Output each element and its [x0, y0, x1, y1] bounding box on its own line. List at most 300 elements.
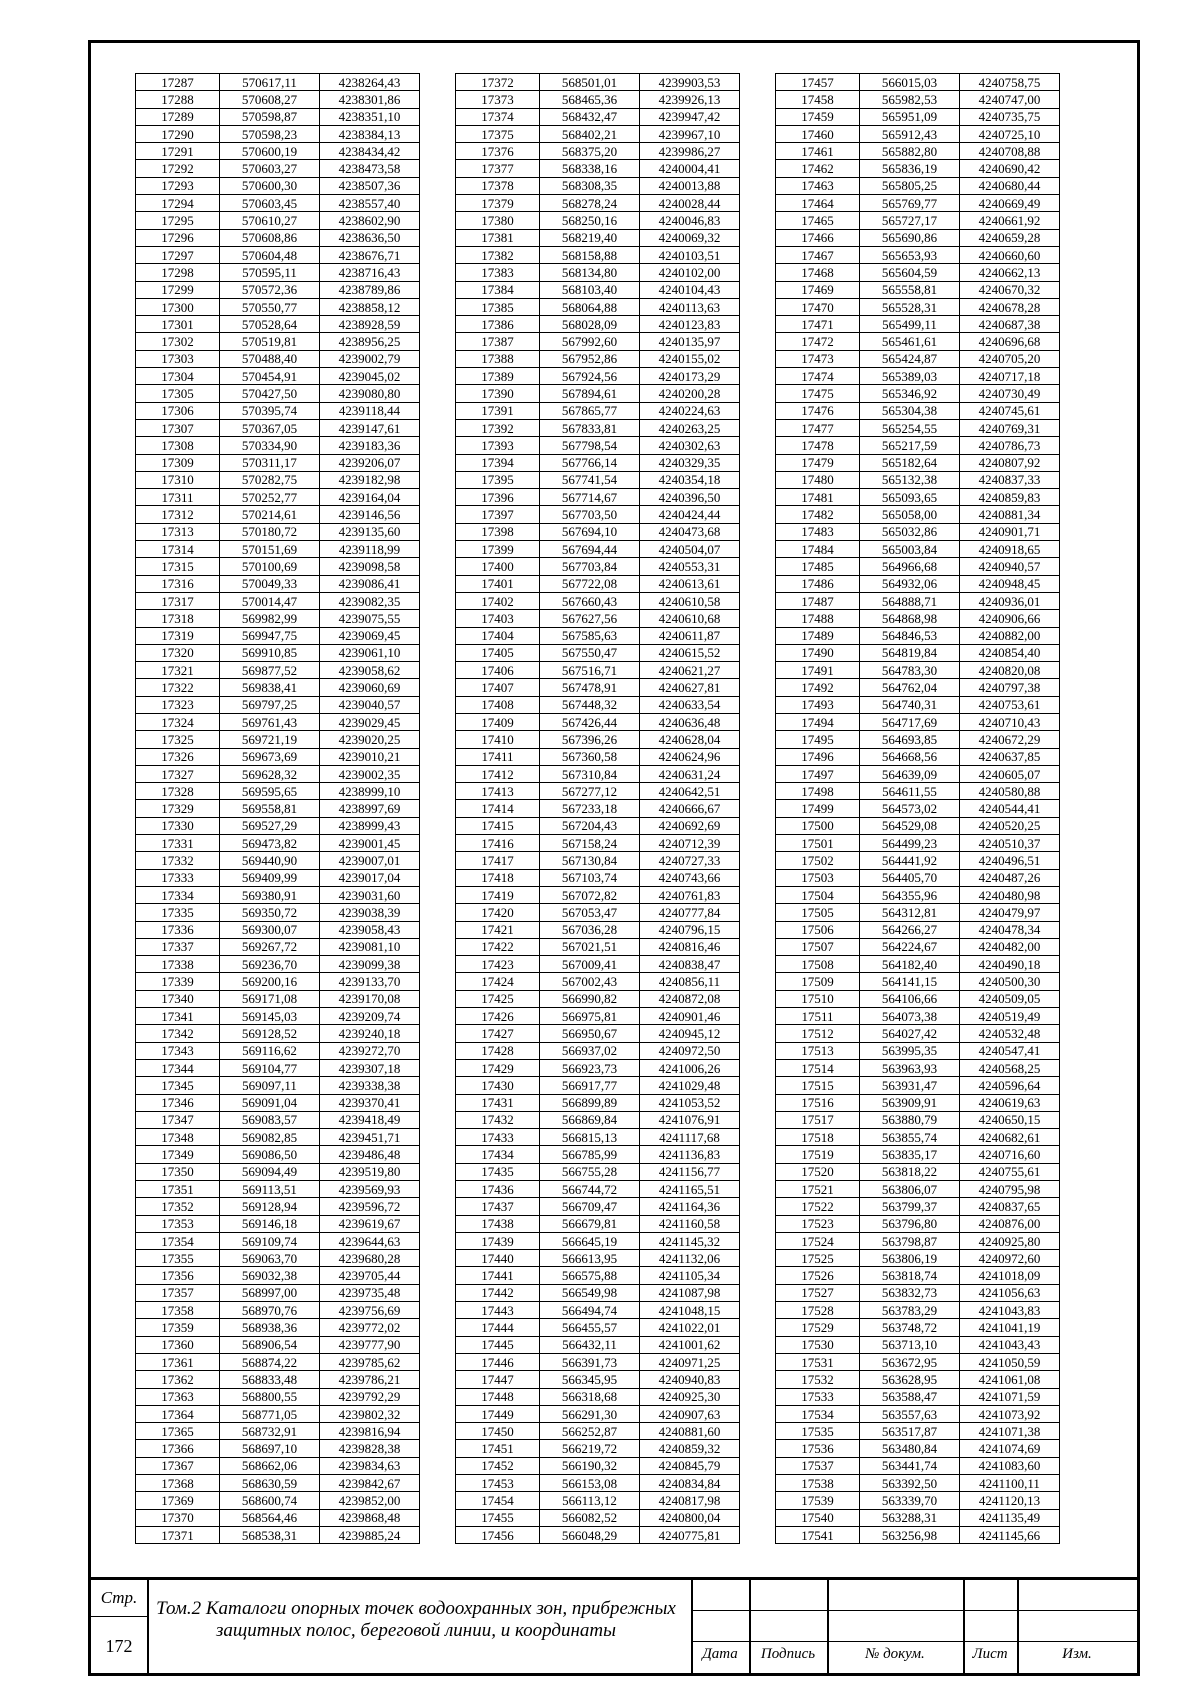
- x-coordinate: 570252,77: [220, 489, 320, 506]
- y-coordinate: 4239272,70: [320, 1042, 420, 1059]
- table-row: [776, 662, 1060, 679]
- y-coordinate: 4239885,24: [320, 1526, 420, 1543]
- table-row: [776, 1440, 1060, 1457]
- point-number: 17486: [776, 575, 860, 592]
- x-coordinate: 563798,87: [860, 1232, 960, 1249]
- y-coordinate: 4239075,55: [320, 610, 420, 627]
- point-number: 17459: [776, 108, 860, 125]
- x-coordinate: 566113,12: [540, 1492, 640, 1509]
- y-coordinate: 4241056,63: [960, 1284, 1060, 1301]
- y-coordinate: 4240678,28: [960, 298, 1060, 315]
- point-number: 17361: [136, 1353, 220, 1370]
- y-coordinate: 4240945,12: [640, 1025, 740, 1042]
- table-row: [456, 1129, 740, 1146]
- point-number: 17474: [776, 368, 860, 385]
- table-row: [456, 1181, 740, 1198]
- y-coordinate: 4241073,92: [960, 1405, 1060, 1422]
- x-coordinate: 569947,75: [220, 627, 320, 644]
- point-number: 17477: [776, 419, 860, 436]
- x-coordinate: 565558,81: [860, 281, 960, 298]
- point-number: 17329: [136, 800, 220, 817]
- x-coordinate: 567448,32: [540, 696, 640, 713]
- x-coordinate: 566455,57: [540, 1319, 640, 1336]
- y-coordinate: 4240627,81: [640, 679, 740, 696]
- x-coordinate: 563557,63: [860, 1405, 960, 1422]
- point-number: 17366: [136, 1440, 220, 1457]
- table-row: [136, 523, 420, 540]
- point-number: 17315: [136, 558, 220, 575]
- table-row: [136, 1353, 420, 1370]
- point-number: 17540: [776, 1509, 860, 1526]
- table-row: [456, 956, 740, 973]
- x-coordinate: 569558,81: [220, 800, 320, 817]
- point-number: 17359: [136, 1319, 220, 1336]
- table-row: [776, 489, 1060, 506]
- x-coordinate: 570600,30: [220, 177, 320, 194]
- x-coordinate: 569673,69: [220, 748, 320, 765]
- point-number: 17426: [456, 1008, 540, 1025]
- x-coordinate: 568938,36: [220, 1319, 320, 1336]
- y-coordinate: 4241053,52: [640, 1094, 740, 1111]
- point-number: 17511: [776, 1008, 860, 1025]
- y-coordinate: 4240882,00: [960, 627, 1060, 644]
- table-row: [136, 1042, 420, 1059]
- table-row: [136, 350, 420, 367]
- x-coordinate: 565882,80: [860, 143, 960, 160]
- point-number: 17336: [136, 921, 220, 938]
- point-number: 17326: [136, 748, 220, 765]
- x-coordinate: 567703,50: [540, 506, 640, 523]
- x-coordinate: 570617,11: [220, 74, 320, 91]
- y-coordinate: 4240710,43: [960, 713, 1060, 730]
- table-row: [456, 990, 740, 1007]
- table-row: [136, 1388, 420, 1405]
- y-coordinate: 4239001,45: [320, 835, 420, 852]
- x-coordinate: 568338,16: [540, 160, 640, 177]
- y-coordinate: 4239777,90: [320, 1336, 420, 1353]
- y-coordinate: 4240329,35: [640, 454, 740, 471]
- y-coordinate: 4240972,50: [640, 1042, 740, 1059]
- y-coordinate: 4240650,15: [960, 1111, 1060, 1128]
- y-coordinate: 4240735,75: [960, 108, 1060, 125]
- table-row: [136, 1405, 420, 1422]
- x-coordinate: 570598,23: [220, 125, 320, 142]
- y-coordinate: 4239792,29: [320, 1388, 420, 1405]
- table-row: [456, 1336, 740, 1353]
- table-row: [456, 1509, 740, 1526]
- table-row: [136, 852, 420, 869]
- y-coordinate: 4240509,05: [960, 990, 1060, 1007]
- x-coordinate: 568538,31: [220, 1526, 320, 1543]
- coordinate-table-3: [775, 73, 1060, 1544]
- point-number: 17429: [456, 1059, 540, 1076]
- x-coordinate: 564932,06: [860, 575, 960, 592]
- point-number: 17454: [456, 1492, 540, 1509]
- y-coordinate: 4241145,32: [640, 1232, 740, 1249]
- table-row: [136, 800, 420, 817]
- table-row: [776, 350, 1060, 367]
- point-number: 17407: [456, 679, 540, 696]
- table-row: [776, 1302, 1060, 1319]
- point-number: 17289: [136, 108, 220, 125]
- point-number: 17532: [776, 1371, 860, 1388]
- x-coordinate: 564783,30: [860, 662, 960, 679]
- table-row: [776, 402, 1060, 419]
- x-coordinate: 570528,64: [220, 316, 320, 333]
- x-coordinate: 567952,86: [540, 350, 640, 367]
- x-coordinate: 570151,69: [220, 541, 320, 558]
- x-coordinate: 566937,02: [540, 1042, 640, 1059]
- table-row: [136, 1198, 420, 1215]
- x-coordinate: 568278,24: [540, 195, 640, 212]
- point-number: 17313: [136, 523, 220, 540]
- table-row: [456, 246, 740, 263]
- y-coordinate: 4240424,44: [640, 506, 740, 523]
- table-row: [776, 1492, 1060, 1509]
- point-number: 17434: [456, 1146, 540, 1163]
- table-row: [456, 696, 740, 713]
- point-number: 17291: [136, 143, 220, 160]
- y-coordinate: 4240104,43: [640, 281, 740, 298]
- point-number: 17394: [456, 454, 540, 471]
- x-coordinate: 563339,70: [860, 1492, 960, 1509]
- x-coordinate: 568402,21: [540, 125, 640, 142]
- table-row: [776, 1336, 1060, 1353]
- y-coordinate: 4240628,04: [640, 731, 740, 748]
- x-coordinate: 566549,98: [540, 1284, 640, 1301]
- table-row: [456, 1284, 740, 1301]
- point-number: 17444: [456, 1319, 540, 1336]
- y-coordinate: 4240224,63: [640, 402, 740, 419]
- y-coordinate: 4240907,63: [640, 1405, 740, 1422]
- y-coordinate: 4240046,83: [640, 212, 740, 229]
- table-row: [776, 1129, 1060, 1146]
- x-coordinate: 569104,77: [220, 1059, 320, 1076]
- table-row: [776, 1423, 1060, 1440]
- table-row: [776, 973, 1060, 990]
- y-coordinate: 4240925,30: [640, 1388, 740, 1405]
- table-row: [776, 800, 1060, 817]
- table-row: [776, 1457, 1060, 1474]
- y-coordinate: 4239852,00: [320, 1492, 420, 1509]
- point-number: 17467: [776, 246, 860, 263]
- point-number: 17514: [776, 1059, 860, 1076]
- point-number: 17526: [776, 1267, 860, 1284]
- x-coordinate: 567627,56: [540, 610, 640, 627]
- y-coordinate: 4240747,00: [960, 91, 1060, 108]
- y-coordinate: 4240730,49: [960, 385, 1060, 402]
- table-row: [136, 229, 420, 246]
- x-coordinate: 568600,74: [220, 1492, 320, 1509]
- x-coordinate: 566613,95: [540, 1250, 640, 1267]
- table-row: [776, 904, 1060, 921]
- point-number: 17335: [136, 904, 220, 921]
- point-number: 17450: [456, 1423, 540, 1440]
- y-coordinate: 4238789,86: [320, 281, 420, 298]
- table-row: [456, 662, 740, 679]
- point-number: 17475: [776, 385, 860, 402]
- x-coordinate: 569595,65: [220, 783, 320, 800]
- x-coordinate: 569094,49: [220, 1163, 320, 1180]
- y-coordinate: 4241071,38: [960, 1423, 1060, 1440]
- point-number: 17527: [776, 1284, 860, 1301]
- point-number: 17343: [136, 1042, 220, 1059]
- table-row: [776, 1008, 1060, 1025]
- point-number: 17406: [456, 662, 540, 679]
- table-row: [136, 402, 420, 419]
- point-number: 17409: [456, 713, 540, 730]
- x-coordinate: 569350,72: [220, 904, 320, 921]
- table-row: [456, 852, 740, 869]
- x-coordinate: 566899,89: [540, 1094, 640, 1111]
- y-coordinate: 4240854,40: [960, 644, 1060, 661]
- table-row: [136, 1008, 420, 1025]
- table-row: [136, 886, 420, 903]
- table-row: [136, 990, 420, 1007]
- x-coordinate: 563517,87: [860, 1423, 960, 1440]
- y-coordinate: 4240712,39: [640, 835, 740, 852]
- y-coordinate: 4240940,57: [960, 558, 1060, 575]
- table-row: [776, 1146, 1060, 1163]
- table-row: [136, 1336, 420, 1353]
- table-row: [456, 143, 740, 160]
- point-number: 17395: [456, 471, 540, 488]
- y-coordinate: 4240708,88: [960, 143, 1060, 160]
- x-coordinate: 569063,70: [220, 1250, 320, 1267]
- x-coordinate: 565217,59: [860, 437, 960, 454]
- point-number: 17348: [136, 1129, 220, 1146]
- point-number: 17495: [776, 731, 860, 748]
- point-number: 17372: [456, 74, 540, 91]
- x-coordinate: 569200,16: [220, 973, 320, 990]
- point-number: 17441: [456, 1267, 540, 1284]
- x-coordinate: 565254,55: [860, 419, 960, 436]
- table-row: [136, 835, 420, 852]
- point-number: 17435: [456, 1163, 540, 1180]
- point-number: 17341: [136, 1008, 220, 1025]
- point-number: 17481: [776, 489, 860, 506]
- table-row: [456, 419, 740, 436]
- x-coordinate: 570214,61: [220, 506, 320, 523]
- x-coordinate: 569838,41: [220, 679, 320, 696]
- x-coordinate: 569086,50: [220, 1146, 320, 1163]
- y-coordinate: 4238999,43: [320, 817, 420, 834]
- point-number: 17522: [776, 1198, 860, 1215]
- y-coordinate: 4240807,92: [960, 454, 1060, 471]
- x-coordinate: 567360,58: [540, 748, 640, 765]
- y-coordinate: 4239240,18: [320, 1025, 420, 1042]
- y-coordinate: 4239031,60: [320, 886, 420, 903]
- y-coordinate: 4240906,66: [960, 610, 1060, 627]
- table-row: [776, 437, 1060, 454]
- y-coordinate: 4240662,13: [960, 264, 1060, 281]
- x-coordinate: 567894,61: [540, 385, 640, 402]
- table-row: [456, 921, 740, 938]
- x-coordinate: 568800,55: [220, 1388, 320, 1405]
- table-row: [136, 748, 420, 765]
- point-number: 17415: [456, 817, 540, 834]
- point-number: 17322: [136, 679, 220, 696]
- table-row: [136, 437, 420, 454]
- y-coordinate: 4239307,18: [320, 1059, 420, 1076]
- x-coordinate: 564639,09: [860, 765, 960, 782]
- point-number: 17385: [456, 298, 540, 315]
- point-number: 17349: [136, 1146, 220, 1163]
- y-coordinate: 4240796,15: [640, 921, 740, 938]
- point-number: 17339: [136, 973, 220, 990]
- table-row: [776, 713, 1060, 730]
- y-coordinate: 4239986,27: [640, 143, 740, 160]
- y-coordinate: 4240547,41: [960, 1042, 1060, 1059]
- y-coordinate: 4239080,80: [320, 385, 420, 402]
- x-coordinate: 569116,62: [220, 1042, 320, 1059]
- y-coordinate: 4240621,27: [640, 662, 740, 679]
- point-number: 17412: [456, 765, 540, 782]
- x-coordinate: 567766,14: [540, 454, 640, 471]
- point-number: 17423: [456, 956, 540, 973]
- x-coordinate: 565093,65: [860, 489, 960, 506]
- table-row: [136, 921, 420, 938]
- table-row: [776, 1284, 1060, 1301]
- point-number: 17298: [136, 264, 220, 281]
- point-number: 17317: [136, 592, 220, 609]
- y-coordinate: 4239060,69: [320, 679, 420, 696]
- x-coordinate: 566869,84: [540, 1111, 640, 1128]
- y-coordinate: 4239926,13: [640, 91, 740, 108]
- point-number: 17418: [456, 869, 540, 886]
- x-coordinate: 569082,85: [220, 1129, 320, 1146]
- y-coordinate: 4240113,63: [640, 298, 740, 315]
- point-number: 17358: [136, 1302, 220, 1319]
- point-number: 17466: [776, 229, 860, 246]
- y-coordinate: 4241156,77: [640, 1163, 740, 1180]
- point-number: 17312: [136, 506, 220, 523]
- change-label: Изм.: [1062, 1646, 1092, 1662]
- table-row: [776, 91, 1060, 108]
- y-coordinate: 4238351,10: [320, 108, 420, 125]
- table-row: [136, 713, 420, 730]
- point-number: 17354: [136, 1232, 220, 1249]
- y-coordinate: 4240568,25: [960, 1059, 1060, 1076]
- y-coordinate: 4240672,29: [960, 731, 1060, 748]
- point-number: 17517: [776, 1111, 860, 1128]
- y-coordinate: 4240396,50: [640, 489, 740, 506]
- table-row: [456, 1267, 740, 1284]
- y-coordinate: 4239098,58: [320, 558, 420, 575]
- table-row: [456, 679, 740, 696]
- y-coordinate: 4238997,69: [320, 800, 420, 817]
- point-number: 17364: [136, 1405, 220, 1422]
- y-coordinate: 4239010,21: [320, 748, 420, 765]
- x-coordinate: 563880,79: [860, 1111, 960, 1128]
- point-number: 17520: [776, 1163, 860, 1180]
- point-number: 17294: [136, 195, 220, 212]
- x-coordinate: 566679,81: [540, 1215, 640, 1232]
- y-coordinate: 4240918,65: [960, 541, 1060, 558]
- x-coordinate: 568970,76: [220, 1302, 320, 1319]
- table-row: [776, 1388, 1060, 1405]
- x-coordinate: 563995,35: [860, 1042, 960, 1059]
- y-coordinate: 4239705,44: [320, 1267, 420, 1284]
- table-row: [136, 125, 420, 142]
- point-number: 17388: [456, 350, 540, 367]
- point-number: 17478: [776, 437, 860, 454]
- y-coordinate: 4239786,21: [320, 1371, 420, 1388]
- table-row: [456, 835, 740, 852]
- table-row: [456, 229, 740, 246]
- table-row: [456, 333, 740, 350]
- table-row: [456, 281, 740, 298]
- point-number: 17439: [456, 1232, 540, 1249]
- y-coordinate: 4240610,58: [640, 592, 740, 609]
- table-row: [456, 973, 740, 990]
- y-coordinate: 4238928,59: [320, 316, 420, 333]
- table-row: [136, 938, 420, 955]
- table-row: [456, 541, 740, 558]
- y-coordinate: 4240553,31: [640, 558, 740, 575]
- table-row: [136, 783, 420, 800]
- x-coordinate: 567426,44: [540, 713, 640, 730]
- x-coordinate: 563835,17: [860, 1146, 960, 1163]
- y-coordinate: 4240769,31: [960, 419, 1060, 436]
- y-coordinate: 4240473,68: [640, 523, 740, 540]
- table-row: [136, 1094, 420, 1111]
- point-number: 17318: [136, 610, 220, 627]
- y-coordinate: 4239828,38: [320, 1440, 420, 1457]
- table-row: [456, 1008, 740, 1025]
- y-coordinate: 4240500,30: [960, 973, 1060, 990]
- x-coordinate: 565836,19: [860, 160, 960, 177]
- point-number: 17436: [456, 1181, 540, 1198]
- x-coordinate: 564846,53: [860, 627, 960, 644]
- y-coordinate: 4241022,01: [640, 1319, 740, 1336]
- y-coordinate: 4240354,18: [640, 471, 740, 488]
- table-row: [776, 1111, 1060, 1128]
- y-coordinate: 4240696,68: [960, 333, 1060, 350]
- point-number: 17360: [136, 1336, 220, 1353]
- table-row: [456, 644, 740, 661]
- x-coordinate: 570604,48: [220, 246, 320, 263]
- y-coordinate: 4240834,84: [640, 1475, 740, 1492]
- table-row: [136, 195, 420, 212]
- y-coordinate: 4241083,60: [960, 1457, 1060, 1474]
- table-row: [136, 471, 420, 488]
- point-number: 17494: [776, 713, 860, 730]
- point-number: 17519: [776, 1146, 860, 1163]
- point-number: 17538: [776, 1475, 860, 1492]
- x-coordinate: 566990,82: [540, 990, 640, 1007]
- table-row: [136, 1059, 420, 1076]
- table-row: [776, 731, 1060, 748]
- y-coordinate: 4238999,10: [320, 783, 420, 800]
- table-row: [776, 385, 1060, 402]
- point-number: 17464: [776, 195, 860, 212]
- table-row: [456, 160, 740, 177]
- table-row: [456, 869, 740, 886]
- point-number: 17521: [776, 1181, 860, 1198]
- table-row: [136, 419, 420, 436]
- table-row: [136, 731, 420, 748]
- point-number: 17469: [776, 281, 860, 298]
- x-coordinate: 565132,38: [860, 471, 960, 488]
- table-row: [136, 662, 420, 679]
- y-coordinate: 4240619,63: [960, 1094, 1060, 1111]
- y-coordinate: 4240817,98: [640, 1492, 740, 1509]
- y-coordinate: 4239802,32: [320, 1405, 420, 1422]
- x-coordinate: 566755,28: [540, 1163, 640, 1180]
- y-coordinate: 4241048,15: [640, 1302, 740, 1319]
- y-coordinate: 4240478,34: [960, 921, 1060, 938]
